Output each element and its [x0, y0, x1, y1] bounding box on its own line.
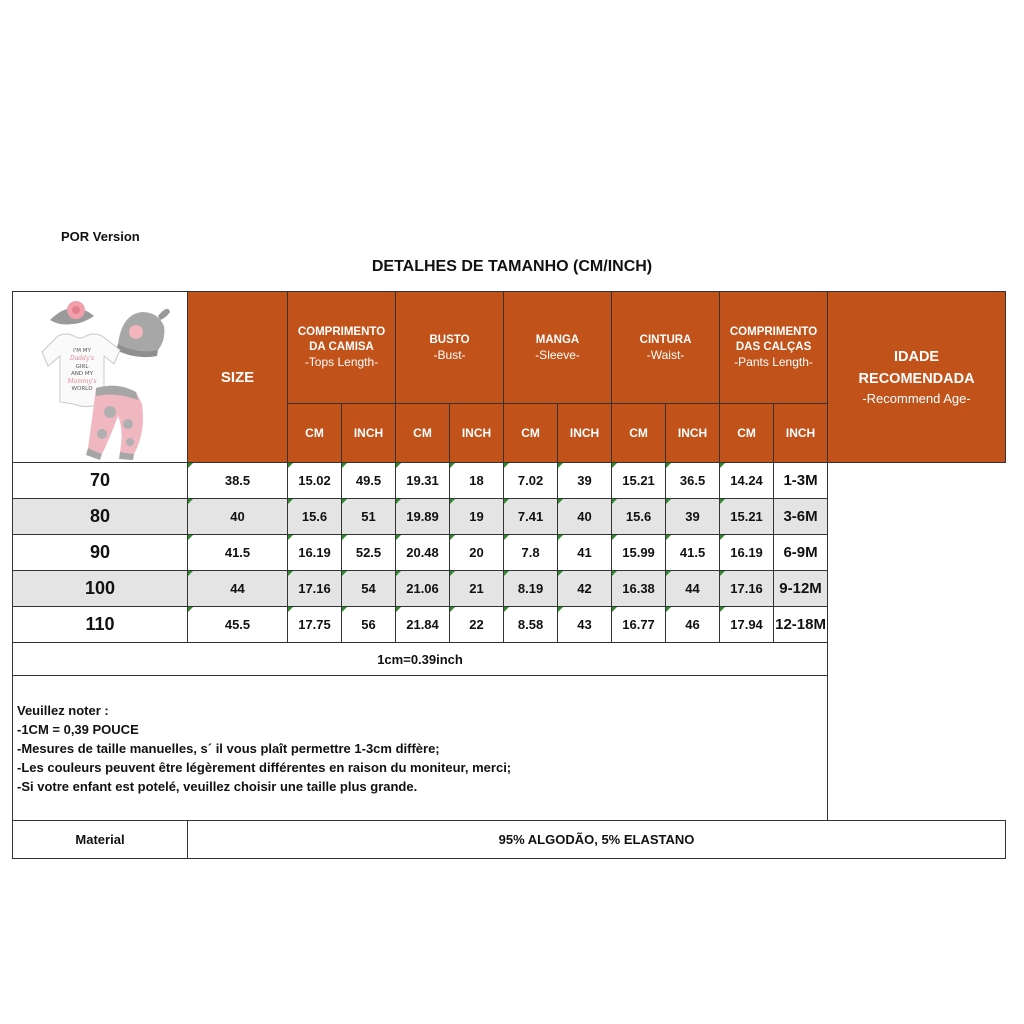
onesie-print-line-1: I'M MY	[73, 348, 91, 354]
measurement-value: 15.21	[612, 463, 666, 499]
size-chart-table	[12, 291, 1006, 859]
header-sleeve-en: -Sleeve-	[535, 347, 580, 362]
material-label: Material	[13, 821, 188, 859]
note-line: -Si votre enfant est potelé, veuillez choisir une taille plus grande.	[17, 778, 418, 794]
measurement-value: 51	[342, 499, 396, 535]
measurement-value: 7.8	[504, 535, 558, 571]
table-row	[13, 499, 1006, 535]
measurement-value: 40	[188, 499, 288, 535]
table-row	[13, 535, 1006, 571]
header-waist-pt: CINTURA	[639, 333, 692, 346]
table-row	[13, 463, 1006, 499]
measurement-value: 19	[450, 499, 504, 535]
measurement-value: 8.58	[504, 607, 558, 643]
unit-cm: CM	[720, 404, 774, 463]
measurement-value: 17.94	[720, 607, 774, 643]
size-value: 110	[13, 607, 188, 643]
measurement-value: 16.38	[612, 571, 666, 607]
onesie-print-line-5: Mommy's	[67, 378, 97, 385]
measurement-value: 22	[450, 607, 504, 643]
measurement-value: 44	[666, 571, 720, 607]
conversion-note: 1cm=0.39inch	[13, 643, 828, 676]
measurement-value: 49.5	[342, 463, 396, 499]
table-row	[13, 571, 1006, 607]
header-waist	[612, 292, 720, 404]
page-title: DETALHES DE TAMANHO (CM/INCH)	[371, 258, 653, 275]
measurement-value: 45.5	[188, 607, 288, 643]
measurement-value: 41.5	[188, 535, 288, 571]
measurement-value: 15.02	[288, 463, 342, 499]
header-age-pt-1: IDADE	[893, 349, 940, 365]
measurement-value: 21.84	[396, 607, 450, 643]
onesie-print-line-3: GIRL	[75, 364, 89, 370]
header-age-pt-2: RECOMENDADA	[858, 371, 975, 387]
measurement-value: 17.16	[288, 571, 342, 607]
measurement-value: 54	[342, 571, 396, 607]
unit-inch: INCH	[342, 404, 396, 463]
measurement-value: 19.31	[396, 463, 450, 499]
age-value: 6-9M	[774, 535, 828, 571]
unit-cm: CM	[396, 404, 450, 463]
measurement-value: 46	[666, 607, 720, 643]
measurement-value: 44	[188, 571, 288, 607]
measurement-value: 39	[558, 463, 612, 499]
header-tops-pt-1: COMPRIMENTO	[297, 326, 386, 339]
measurement-value: 20.48	[396, 535, 450, 571]
header-age-en: -Recommend Age-	[862, 391, 971, 406]
measurement-value: 19.89	[396, 499, 450, 535]
measurement-value: 38.5	[188, 463, 288, 499]
age-value: 12-18M	[774, 607, 828, 643]
unit-inch: INCH	[558, 404, 612, 463]
measurement-value: 8.19	[504, 571, 558, 607]
material-value: 95% ALGODÃO, 5% ELASTANO	[188, 821, 1006, 859]
measurement-value: 42	[558, 571, 612, 607]
measurement-value: 16.77	[612, 607, 666, 643]
measurement-value: 41.5	[666, 535, 720, 571]
measurement-value: 15.99	[612, 535, 666, 571]
header-bust-pt: BUSTO	[429, 333, 470, 346]
measurement-value: 16.19	[288, 535, 342, 571]
measurement-value: 14.24	[720, 463, 774, 499]
measurement-value: 7.02	[504, 463, 558, 499]
age-value: 1-3M	[774, 463, 828, 499]
unit-cm: CM	[504, 404, 558, 463]
onesie-print-line-2: Daddy's	[69, 355, 95, 362]
measurement-value: 39	[666, 499, 720, 535]
unit-inch: INCH	[450, 404, 504, 463]
measurement-value: 52.5	[342, 535, 396, 571]
measurement-value: 16.19	[720, 535, 774, 571]
measurement-value: 36.5	[666, 463, 720, 499]
header-tops-en: -Tops Length-	[304, 355, 379, 370]
note-line: -Mesures de taille manuelles, s´ il vous plaît permettre 1-3cm diffère;	[17, 740, 440, 756]
header-pants-en: -Pants Length-	[734, 355, 813, 370]
header-sleeve-pt: MANGA	[535, 333, 580, 346]
header-tops-pt-2: DA CAMISA	[309, 341, 374, 354]
header-sleeve	[504, 292, 612, 404]
note-line: Veuillez noter :	[17, 702, 109, 718]
measurement-value: 20	[450, 535, 504, 571]
size-value: 90	[13, 535, 188, 571]
measurement-value: 21	[450, 571, 504, 607]
unit-cm: CM	[288, 404, 342, 463]
measurement-value: 43	[558, 607, 612, 643]
header-waist-en: -Waist-	[646, 347, 685, 362]
measurement-value: 21.06	[396, 571, 450, 607]
age-value: 3-6M	[774, 499, 828, 535]
product-outfit-image	[30, 292, 170, 462]
header-pants-length	[720, 292, 828, 404]
table-row	[13, 607, 1006, 643]
measurement-value: 18	[450, 463, 504, 499]
note-line: -Les couleurs peuvent être légèrement différentes en raison du moniteur, merci;	[17, 759, 512, 775]
header-pants-pt-1: COMPRIMENTO	[729, 326, 818, 339]
version-label: POR Version	[61, 229, 140, 244]
measurement-value: 40	[558, 499, 612, 535]
header-pants-pt-2: DAS CALÇAS	[735, 341, 812, 354]
size-value: 80	[13, 499, 188, 535]
measurement-value: 15.6	[288, 499, 342, 535]
product-image-cell	[13, 292, 188, 463]
onesie-print-line-4: AND MY	[71, 371, 93, 377]
unit-inch: INCH	[774, 404, 828, 463]
note-line: -1CM = 0,39 POUCE	[17, 721, 139, 737]
size-rows	[13, 463, 1006, 643]
measurement-value: 41	[558, 535, 612, 571]
unit-cm: CM	[612, 404, 666, 463]
size-value: 70	[13, 463, 188, 499]
header-bust	[396, 292, 504, 404]
age-value: 9-12M	[774, 571, 828, 607]
size-value: 100	[13, 571, 188, 607]
header-recommended-age	[828, 292, 1006, 463]
onesie-print-line-6: WORLD	[71, 386, 93, 392]
header-size: SIZE	[188, 292, 288, 463]
measurement-value: 17.75	[288, 607, 342, 643]
notes-block	[13, 676, 828, 821]
header-bust-en: -Bust-	[433, 347, 466, 362]
measurement-value: 7.41	[504, 499, 558, 535]
measurement-value: 15.21	[720, 499, 774, 535]
header-tops-length	[288, 292, 396, 404]
unit-inch: INCH	[666, 404, 720, 463]
measurement-value: 15.6	[612, 499, 666, 535]
measurement-value: 56	[342, 607, 396, 643]
measurement-value: 17.16	[720, 571, 774, 607]
